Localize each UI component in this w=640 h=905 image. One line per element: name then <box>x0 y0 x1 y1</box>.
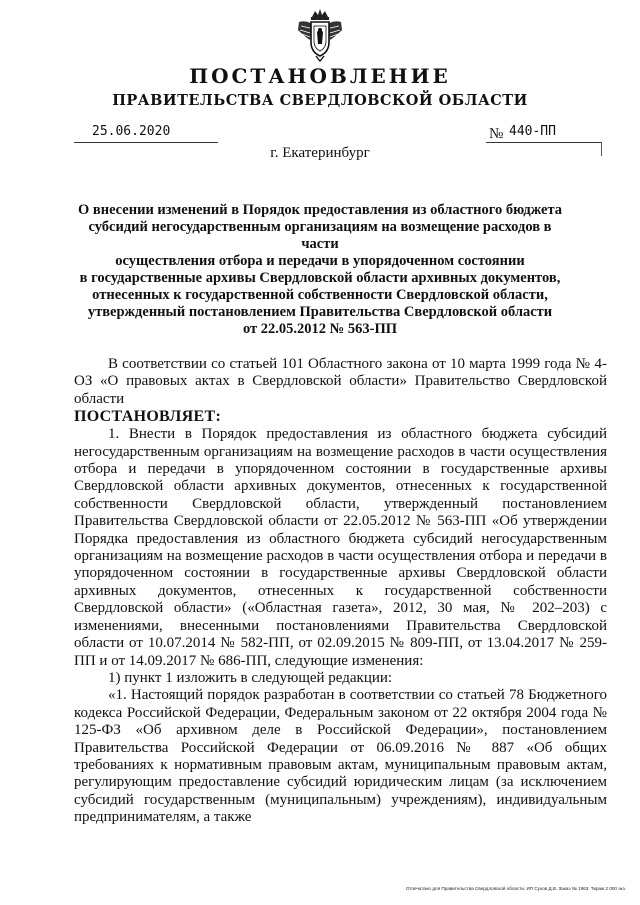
title-line: отнесенных к государственной собственности Свердловской области, <box>92 287 548 303</box>
title-line: осуществления отбора и передачи в упорядоченном состоянии <box>115 253 525 269</box>
document-date: 25.06.2020 <box>92 124 171 139</box>
date-underline <box>74 142 218 143</box>
city: г. Екатеринбург <box>270 145 370 161</box>
title-line: от 22.05.2012 № 563-ПП <box>242 321 397 337</box>
decree-word: ПОСТАНОВЛЯЕТ: <box>74 408 222 426</box>
document-title: ПОСТАНОВЛЕНИЕ <box>189 64 451 88</box>
intro-paragraph: В соответствии со статьей 101 Областного закона от 10 марта 1999 года № 4-ОЗ «О правовых актах в Свердловской области» Правительство Свердловской области <box>74 356 607 407</box>
number-label: № <box>489 126 504 142</box>
title-line: субсидий негосударственным организациям на возмещение расходов в части <box>88 219 552 252</box>
document-subtitle: ПРАВИТЕЛЬСТВА СВЕРДЛОВСКОЙ ОБЛАСТИ <box>112 92 528 109</box>
document-number: 440-ПП <box>509 124 556 139</box>
item-1-paragraph: 1. Внести в Порядок предоставления из областного бюджета субсидий негосударственным организациям на возмещение расходов в части осуществления отбора и передачи в упорядоченном состоянии в государственные архивы Свердловской области архивных документов, отнесенных к государственной собственности Свердловской области, утвержденный постановлением Правительства Свердловской области от 22.05.2012 № 563-ПП «Об утверждении Порядка предоставления из областного бюджета субсидий негосударственным организациям на возмещение расходов в части осуществления отбора и передачи в упорядоченном состоянии в государственные архивы Свердловской области архивных документов, отнесенных к государственной собственности Свердловской области» («Областная газета», 2012, 30 мая, № 202–203) с изменениями, внесенными постановлениями Правительства Свердловской области от 10.07.2014 № 582-ПП, от 02.09.2015 № 809-ПП, от 13.04.2017 № 259-ПП и от 14.09.2017 № 686-ПП, следующие изменения: <box>74 426 607 669</box>
subitem-1-paragraph: 1) пункт 1 изложить в следующей редакции: <box>108 669 393 686</box>
title-line: О внесении изменений в Порядок предоставления из областного бюджета <box>77 202 563 218</box>
quoted-paragraph: «1. Настоящий порядок разработан в соответствии со статьей 78 Бюджетного кодекса Российской Федерации, Федеральным законом от 22 октября 2004 года № 125-ФЗ «Об архивном деле в Российской Федерации», постановлением Правительства Российской Федерации от 06.09.2016 № 887 «Об общих требованиях к нормативным правовым актам, муниципальным правовым актам, регулирующим предоставление субсидий юридическим лицам (за исключением субсидий государственным (муниципальным) учреждениям), индивидуальным предпринимателям, а также <box>74 687 607 826</box>
document-body <box>74 356 607 827</box>
title-line: в государственные архивы Свердловской области архивных документов, <box>79 270 561 286</box>
resolution-title <box>70 202 570 338</box>
coat-of-arms-icon <box>296 8 344 62</box>
title-line: утвержденный постановлением Правительства Свердловской области <box>87 304 553 320</box>
number-underline <box>486 142 602 143</box>
print-footer: Отпечатано для Правительства Свердловской области. ИП Сухов Д.В. Заказ № 1963. Тираж 2 000 экз. <box>405 886 626 891</box>
